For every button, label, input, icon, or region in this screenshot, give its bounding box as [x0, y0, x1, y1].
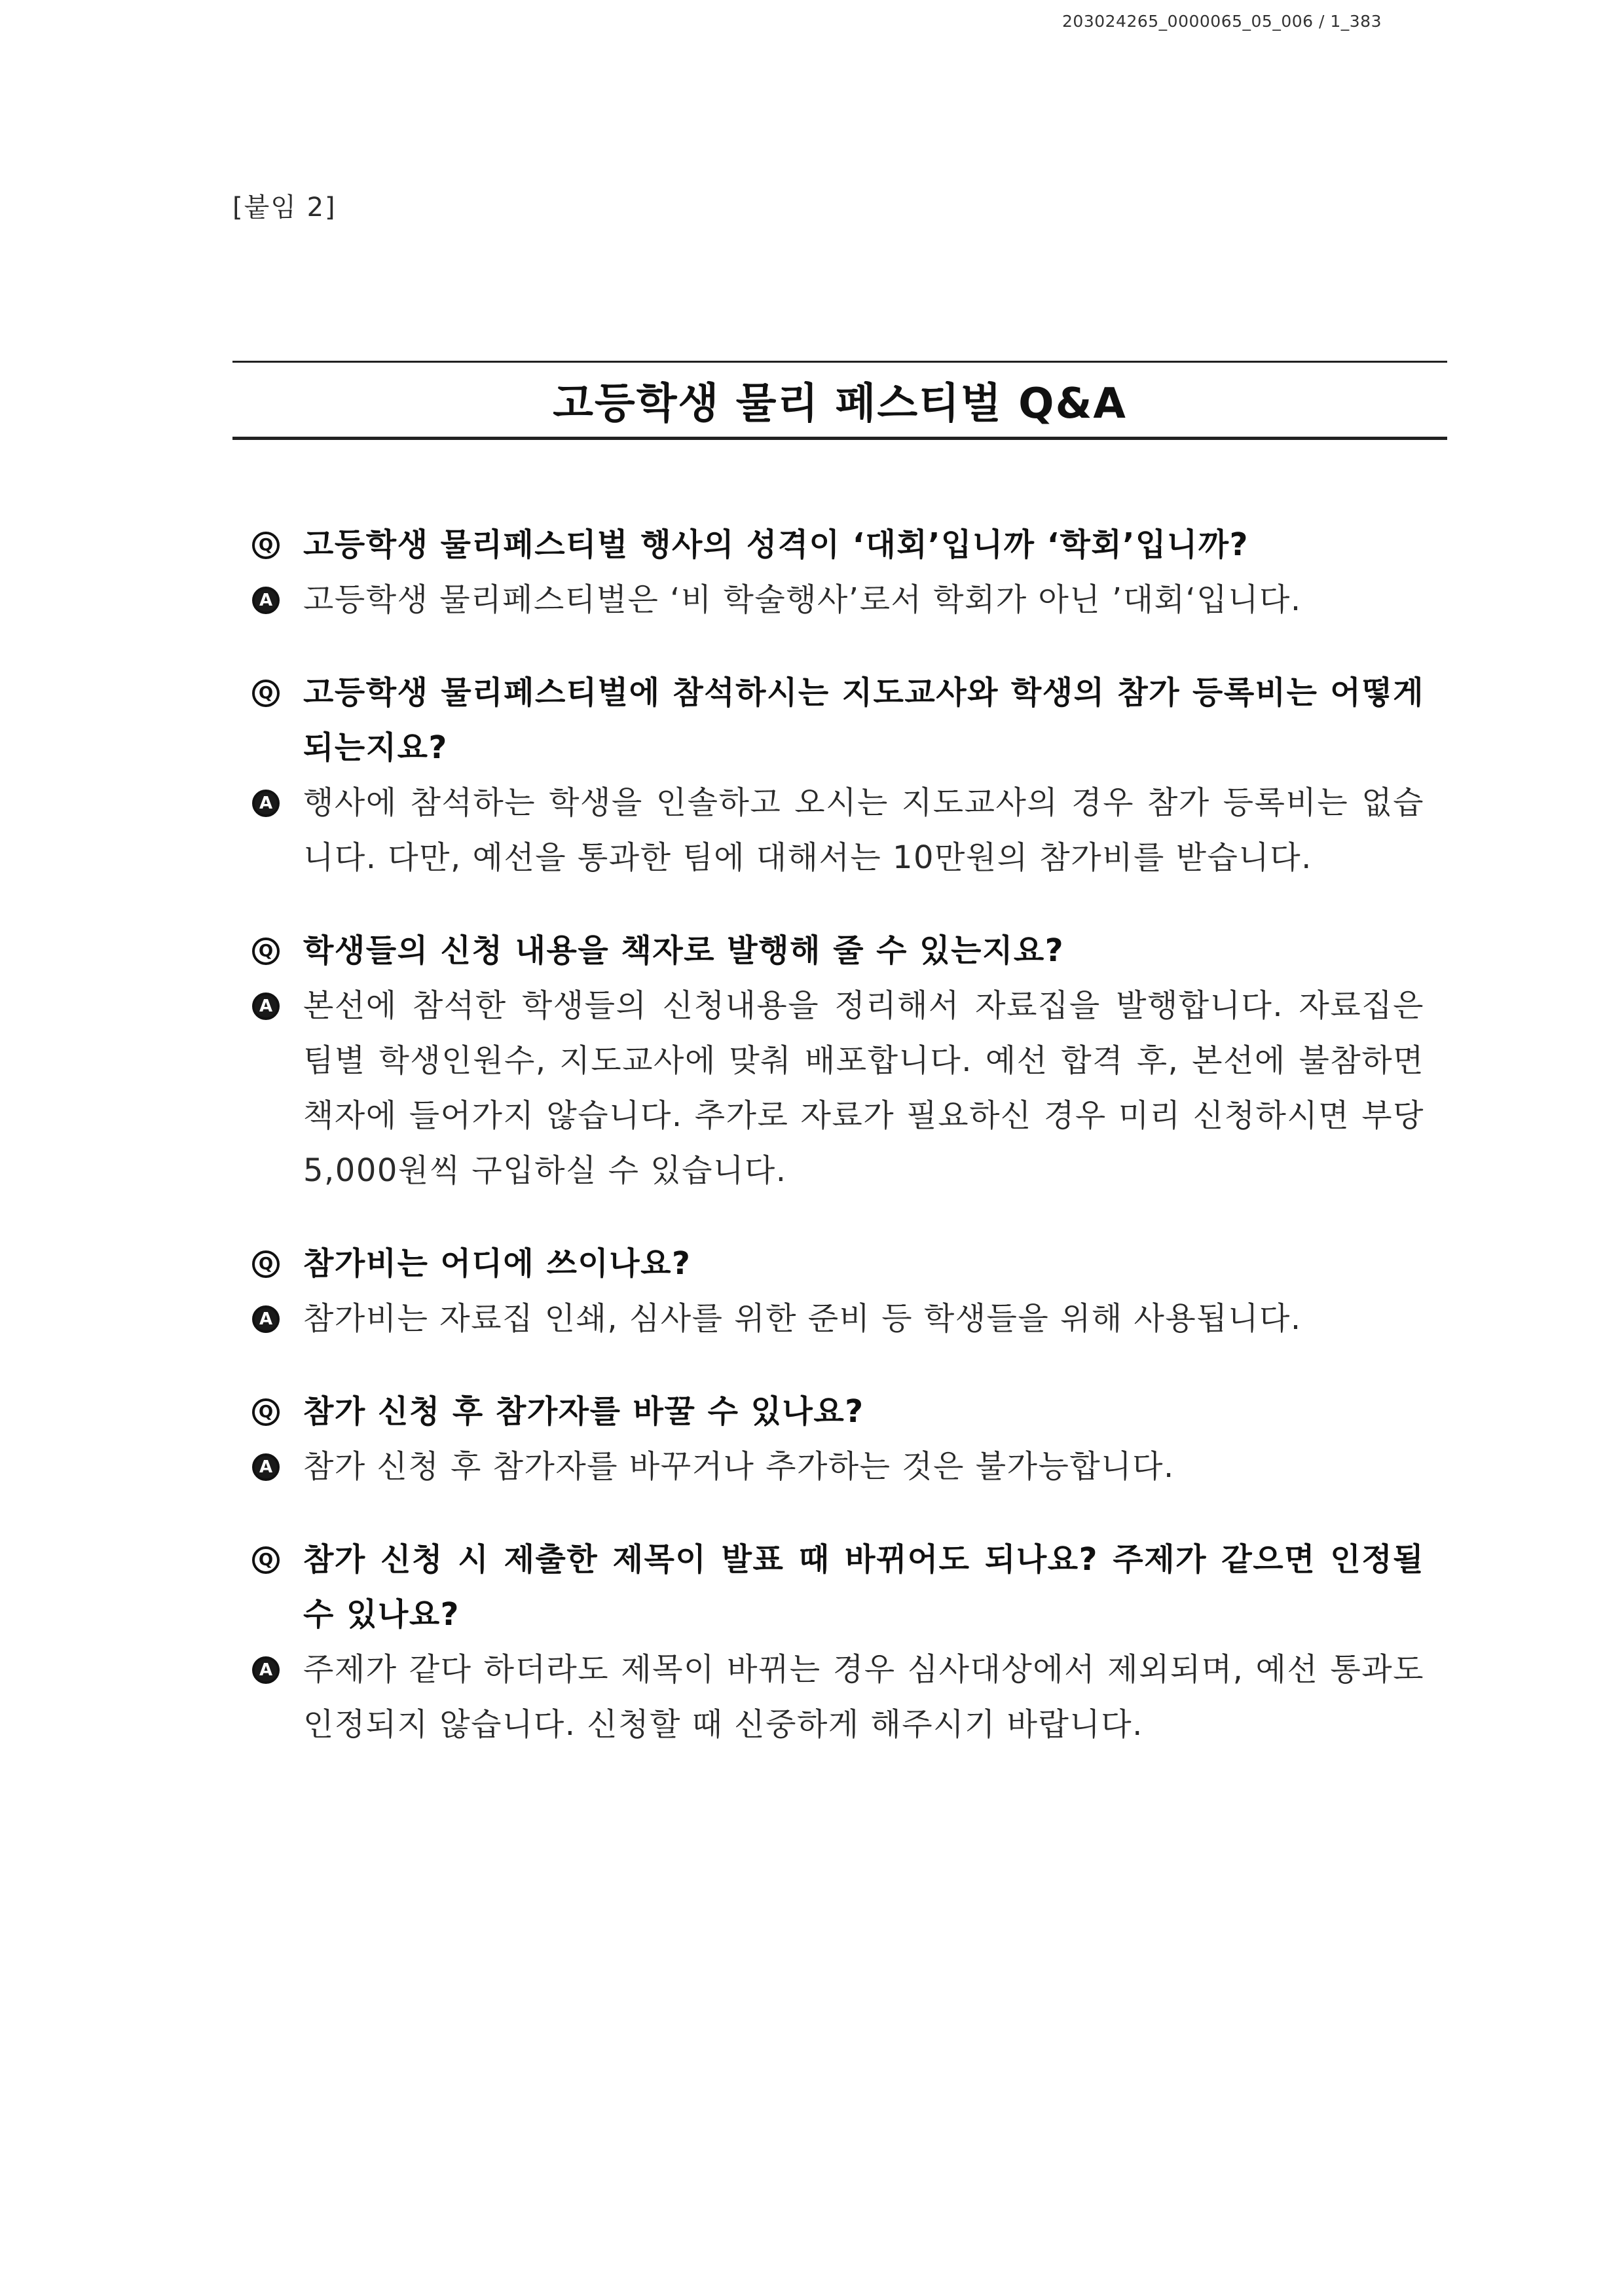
qa-item — [252, 1532, 1424, 1752]
qa-item — [252, 923, 1424, 1198]
answer-text: 주제가 같다 하더라도 제목이 바뀌는 경우 심사대상에서 제외되며, 예선 통과도 인정되지 않습니다. 신청할 때 신중하게 해주시기 바랍니다. — [303, 1651, 1424, 1743]
question-row — [252, 1384, 1424, 1439]
question-text: 고등학생 물리페스티벌 행사의 성격이 ‘대회’입니까 ‘학회’입니까? — [303, 526, 1249, 563]
question-text: 참가 신청 후 참가자를 바꿀 수 있나요? — [303, 1393, 864, 1430]
answer-text: 본선에 참석한 학생들의 신청내용을 정리해서 자료집을 발행합니다. 자료집은 팀별 학생인원수, 지도교사에 맞춰 배포합니다. 예선 합격 후, 본선에 불참하면 책자에 들어가지 않습니다. 추가로 자료가 필요하신 경우 미리 신청하시면 부당 5,000원씩 구입하실 수 있습니다. — [303, 987, 1424, 1189]
answer-row — [252, 572, 1424, 627]
question-icon: Q — [252, 532, 280, 559]
answer-row — [252, 1439, 1424, 1494]
question-icon: Q — [252, 1398, 280, 1426]
question-icon: Q — [252, 680, 280, 707]
question-row — [252, 517, 1424, 572]
document-id: 203024265_0000065_05_006 / 1_383 — [1062, 12, 1382, 31]
qa-item — [252, 517, 1424, 627]
answer-text: 행사에 참석하는 학생을 인솔하고 오시는 지도교사의 경우 참가 등록비는 없습니다. 다만, 예선을 통과한 팀에 대해서는 10만원의 참가비를 받습니다. — [303, 784, 1424, 876]
title-rule-bottom — [232, 437, 1447, 440]
answer-icon: A — [252, 587, 280, 614]
question-icon: Q — [252, 1250, 280, 1278]
question-text: 참가비는 어디에 쓰이나요? — [303, 1245, 692, 1282]
question-row — [252, 665, 1424, 775]
title-rule-top — [232, 361, 1447, 363]
qa-item — [252, 1384, 1424, 1494]
answer-text: 고등학생 물리페스티벌은 ‘비 학술행사’로서 학회가 아닌 ’대회‘입니다. — [303, 581, 1302, 618]
question-text: 학생들의 신청 내용을 책자로 발행해 줄 수 있는지요? — [303, 932, 1065, 969]
answer-row — [252, 1642, 1424, 1752]
answer-text: 참가 신청 후 참가자를 바꾸거나 추가하는 것은 불가능합니다. — [303, 1448, 1175, 1485]
qa-list — [252, 517, 1424, 1790]
question-text: 고등학생 물리페스티벌에 참석하시는 지도교사와 학생의 참가 등록비는 어떻게 되는지요? — [303, 674, 1424, 766]
answer-row — [252, 775, 1424, 885]
answer-icon: A — [252, 993, 280, 1020]
answer-icon: A — [252, 1656, 280, 1684]
answer-icon: A — [252, 1453, 280, 1481]
question-text: 참가 신청 시 제출한 제목이 발표 때 바뀌어도 되나요? 주제가 같으면 인정될 수 있나요? — [303, 1541, 1424, 1633]
question-row — [252, 923, 1424, 978]
question-icon: Q — [252, 1546, 280, 1574]
attachment-label: [붙임 2] — [232, 192, 337, 223]
qa-item — [252, 665, 1424, 885]
answer-row — [252, 1291, 1424, 1346]
question-row — [252, 1236, 1424, 1291]
answer-icon: A — [252, 790, 280, 817]
answer-icon: A — [252, 1305, 280, 1333]
question-row — [252, 1532, 1424, 1642]
answer-text: 참가비는 자료집 인쇄, 심사를 위한 준비 등 학생들을 위해 사용됩니다. — [303, 1300, 1302, 1337]
qa-item — [252, 1236, 1424, 1346]
answer-row — [252, 978, 1424, 1198]
question-icon: Q — [252, 938, 280, 965]
page-title: 고등학생 물리 페스티벌 Q&A — [553, 380, 1127, 428]
